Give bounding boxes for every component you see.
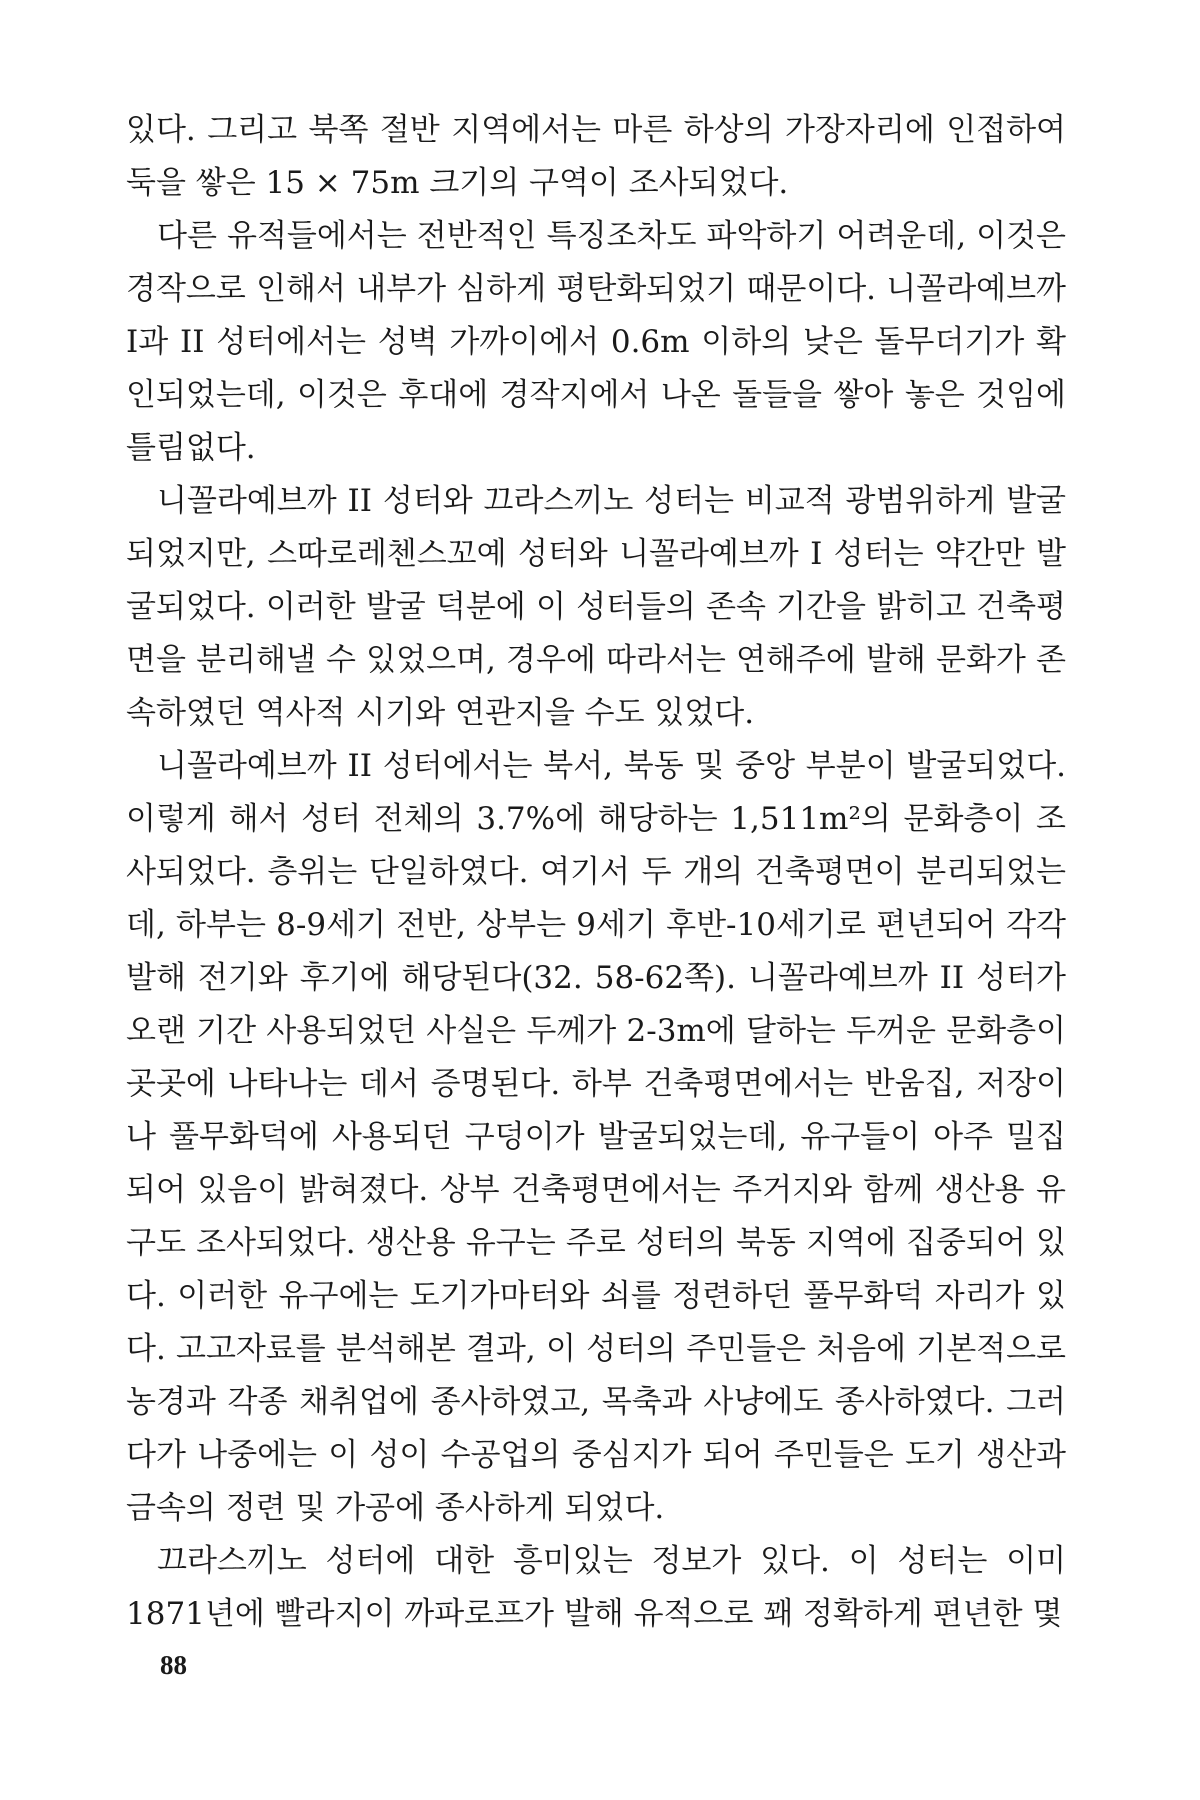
paragraph: 니꼴라예브까 II 성터에서는 북서, 북동 및 중앙 부분이 발굴되었다. 이렇게 해서 성터 전체의 3.7%에 해당하는 1,511m²의 문화층이 조사되었다. 층위는 단일하였다. 여기서 두 개의 건축평면이 분리되었는데, 하부는 8-9세기 전반, 상부는 9세기 후반-10세기로 편년되어 각각 발해 전기와 후기에 해당된다(32. 58-62쪽). 니꼴라예브까 II 성터가 오랜 기간 사용되었던 사실은 두께가 2-3m에 달하는 두꺼운 문화층이 곳곳에 나타나는 데서 증명된다. 하부 건축평면에서는 반움집, 저장이나 풀무화덕에 사용되던 구덩이가 발굴되었는데, 유구들이 아주 밀집되어 있음이 밝혀졌다. 상부 건축평면에서는 주거지와 함께 생산용 유구도 조사되었다. 생산용 유구는 주로 성터의 북동 지역에 집중되어 있다. 이러한 유구에는 도기가마터와 쇠를 정련하던 풀무화덕 자리가 있다. 고고자료를 분석해본 결과, 이 성터의 주민들은 처음에 기본적으로 농경과 각종 채취업에 종사하였고, 목축과 사냥에도 종사하였다. 그러다가 나중에는 이 성이 수공업의 중심지가 되어 주민들은 도기 생산과 금속의 정련 및 가공에 종사하게 되었다. (126, 748, 1066, 1526)
paragraph: 니꼴라예브까 II 성터와 끄라스끼노 성터는 비교적 광범위하게 발굴되었지만, 스따로레첸스꼬예 성터와 니꼴라예브까 I 성터는 약간만 발굴되었다. 이러한 발굴 덕분에 이 성터들의 존속 기간을 밝히고 건축평면을 분리해낼 수 있었으며, 경우에 따라서는 연해주에 발해 문화가 존속하였던 역사적 시기와 연관지을 수도 있었다. (126, 483, 1066, 731)
paragraph: 있다. 그리고 북쪽 절반 지역에서는 마른 하상의 가장자리에 인접하여 둑을 쌓은 15 × 75m 크기의 구역이 조사되었다. (126, 112, 1066, 201)
body-text (126, 104, 1066, 1641)
paragraph: 다른 유적들에서는 전반적인 특징조차도 파악하기 어려운데, 이것은 경작으로 인해서 내부가 심하게 평탄화되었기 때문이다. 니꼴라예브까 I과 II 성터에서는 성벽 가까이에서 0.6m 이하의 낮은 돌무더기가 확인되었는데, 이것은 후대에 경작지에서 나온 돌들을 쌓아 놓은 것임에 틀림없다. (126, 218, 1066, 466)
page-number: 88 (160, 1650, 187, 1680)
paragraph: 끄라스끼노 성터에 대한 흥미있는 정보가 있다. 이 성터는 이미 1871년에 빨라지이 까파로프가 발해 유적으로 꽤 정확하게 편년한 몇 (126, 1543, 1066, 1632)
